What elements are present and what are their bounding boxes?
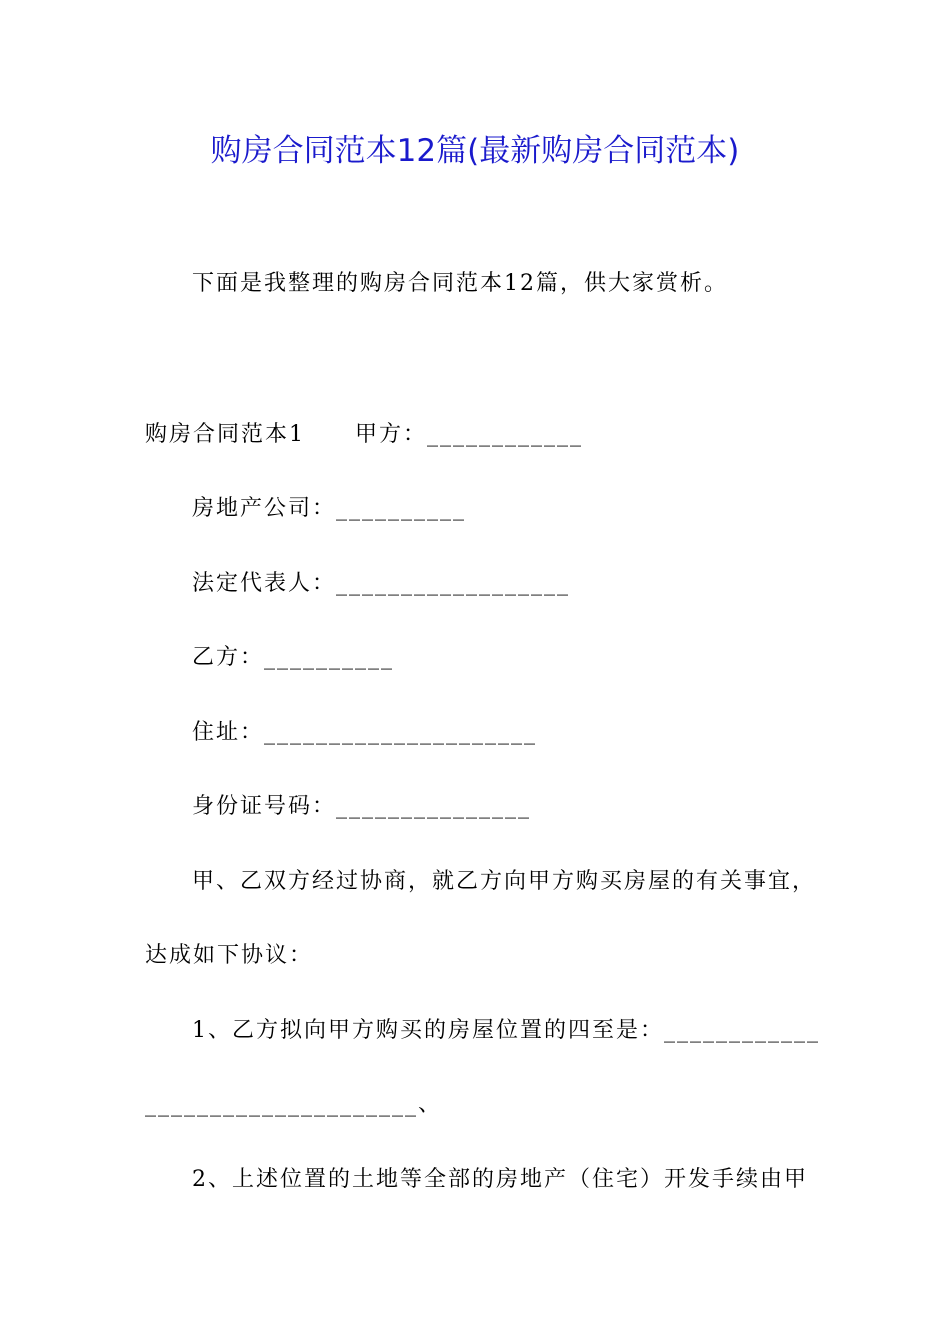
agreement-paragraph-line-2: 达成如下协议： [145,943,314,968]
party-b-field: 乙方：__________ [192,645,395,670]
legal-representative-field: 法定代表人：__________________ [192,571,571,596]
address-field: 住址：_____________________ [192,720,538,745]
clause-1-line-1: 1、乙方拟向甲方购买的房屋位置的四至是：____________ [192,1018,820,1043]
party-a-field: 甲方：____________ [355,422,584,447]
document-title: 购房合同范本12篇(最新购房合同范本) [210,133,740,169]
agreement-paragraph-line-1: 甲、乙双方经过协商，就乙方向甲方购买房屋的有关事宜， [192,869,817,894]
clause-2-line-1: 2、上述位置的土地等全部的房地产（住宅）开发手续由甲 [192,1167,808,1192]
intro-paragraph: 下面是我整理的购房合同范本12篇，供大家赏析。 [192,271,728,296]
id-number-field: 身份证号码：_______________ [192,794,532,819]
clause-1-line-2: _____________________、 [145,1092,443,1117]
section-heading: 购房合同范本1 [145,422,305,447]
company-field: 房地产公司：__________ [192,496,467,521]
